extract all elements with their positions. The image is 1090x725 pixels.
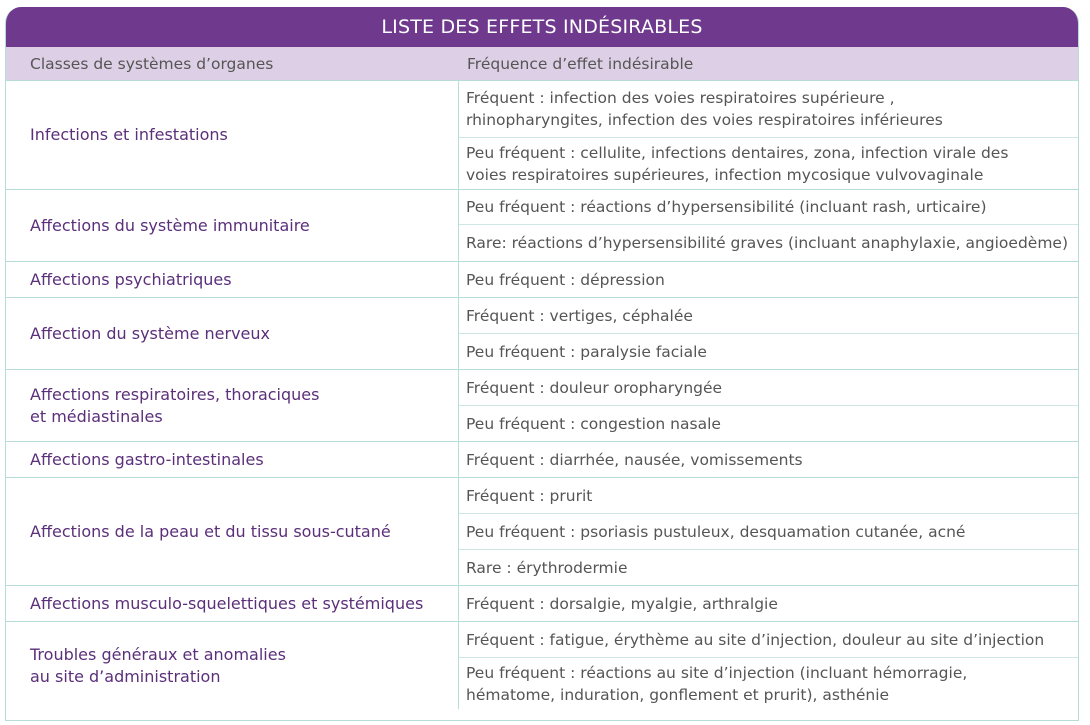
table-body — [6, 81, 1078, 709]
table-row — [6, 190, 1078, 262]
frequency-text: Fréquent : infection des voies respiratoires supérieure , rhinopharyngites, infection des voies respiratoires inférieures — [466, 89, 943, 129]
frequency-text: Peu fréquent : réactions d’hypersensibilité (incluant rash, urticaire) — [466, 198, 987, 216]
frequency-cell — [459, 550, 1078, 585]
header-organ-class: Classes de systèmes d’organes — [30, 54, 274, 73]
organ-class-label: Affections de la peau et du tissu sous-cutané — [30, 521, 391, 541]
table-row — [6, 262, 1078, 298]
organ-class-label: Affections psychiatriques — [30, 269, 232, 289]
organ-class-label: Infections et infestations — [30, 125, 228, 144]
table-row — [6, 442, 1078, 478]
organ-class-cell — [6, 442, 459, 477]
frequency-text: Fréquent : fatigue, érythème au site d’injection, douleur au site d’injection — [466, 630, 1045, 649]
frequency-text: Peu fréquent : paralysie faciale — [466, 342, 707, 361]
frequency-cell — [459, 190, 1078, 225]
frequency-text: Peu fréquent : réactions au site d’injection (incluant hémorragie, hématome, induration, gonflement et prurit), asthénie — [466, 663, 968, 704]
column-header-row — [6, 47, 1078, 81]
header-frequency: Fréquence d’effet indésirable — [467, 54, 694, 73]
frequency-cell — [459, 514, 1078, 550]
organ-class-label: Affections respiratoires, thoraciques et médiastinales — [30, 384, 320, 426]
frequency-cell — [459, 406, 1078, 441]
frequency-cell — [459, 262, 1078, 297]
frequency-text: Fréquent : vertiges, céphalée — [466, 306, 693, 325]
frequency-cell — [459, 138, 1078, 189]
frequency-cell — [459, 334, 1078, 369]
table-row — [6, 81, 1078, 190]
table-row — [6, 298, 1078, 370]
frequency-cell — [459, 298, 1078, 334]
organ-class-label: Troubles généraux et anomalies au site d’administration — [30, 644, 286, 686]
frequency-text: Peu fréquent : dépression — [466, 270, 665, 289]
frequency-cell — [459, 658, 1078, 709]
frequency-text: Fréquent : diarrhée, nausée, vomissements — [466, 450, 803, 469]
frequency-cell — [459, 478, 1078, 514]
organ-class-label: Affections du système immunitaire — [30, 215, 310, 235]
organ-class-cell — [6, 262, 459, 297]
table-title: LISTE DES EFFETS INDÉSIRABLES — [6, 7, 1078, 47]
frequency-text: Peu fréquent : cellulite, infections dentaires, zona, infection virale des voies respiratoires supérieures, infection mycosique vulvovaginale — [466, 143, 1009, 184]
frequency-cell — [459, 622, 1078, 658]
frequency-cell — [459, 225, 1078, 261]
organ-class-cell — [6, 370, 459, 441]
organ-class-cell — [6, 586, 459, 621]
frequency-cell — [459, 442, 1078, 477]
organ-class-cell — [6, 81, 459, 189]
table-row — [6, 478, 1078, 586]
table-row — [6, 622, 1078, 709]
organ-class-cell — [6, 478, 459, 585]
frequency-text: Fréquent : douleur oropharyngée — [466, 378, 723, 397]
frequency-text: Rare: réactions d’hypersensibilité graves (incluant anaphylaxie, angioedème) — [466, 234, 1069, 252]
frequency-cell — [459, 81, 1078, 138]
adverse-effects-table — [5, 7, 1079, 721]
organ-class-label: Affection du système nerveux — [30, 323, 270, 343]
frequency-cell — [459, 586, 1078, 621]
frequency-text: Peu fréquent : psoriasis pustuleux, desquamation cutanée, acné — [466, 522, 966, 541]
organ-class-cell — [6, 190, 459, 261]
organ-class-label: Affections musculo-squelettiques et systémiques — [30, 593, 424, 613]
frequency-cell — [459, 370, 1078, 406]
table-row — [6, 586, 1078, 622]
table-row — [6, 370, 1078, 442]
organ-class-cell — [6, 622, 459, 709]
frequency-text: Peu fréquent : congestion nasale — [466, 414, 721, 433]
frequency-text: Fréquent : prurit — [466, 486, 593, 505]
frequency-text: Rare : érythrodermie — [466, 558, 628, 577]
organ-class-label: Affections gastro-intestinales — [30, 449, 264, 469]
organ-class-cell — [6, 298, 459, 369]
frequency-text: Fréquent : dorsalgie, myalgie, arthralgie — [466, 594, 778, 613]
